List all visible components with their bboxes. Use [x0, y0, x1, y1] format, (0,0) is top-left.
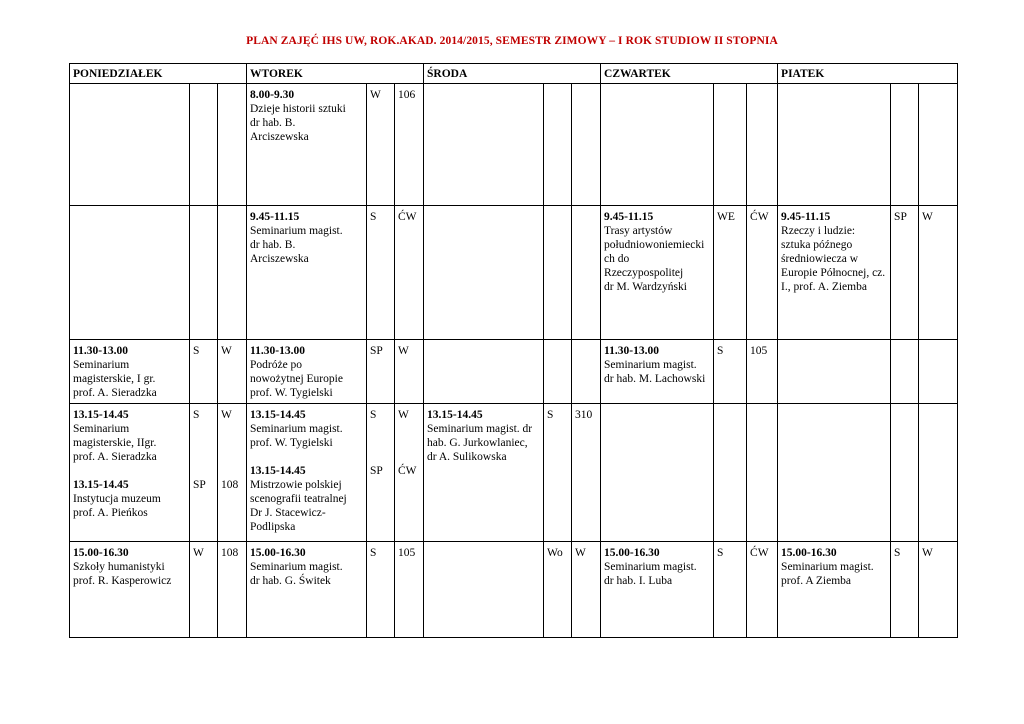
schedule-row: [70, 84, 958, 206]
class-cell-czw: [601, 206, 714, 340]
class-desc-line: magisterskie, IIgr.: [73, 437, 157, 449]
class-type: SP: [370, 345, 383, 357]
class-type: S: [193, 409, 200, 421]
class-room: W: [221, 345, 232, 357]
class-type-cell: [190, 84, 218, 206]
class-type-cell: [891, 404, 919, 542]
class-type-cell: [544, 542, 572, 638]
class-desc-line: południowoniemiecki: [604, 239, 705, 251]
schedule-row: [70, 542, 958, 638]
class-type-cell: [367, 542, 395, 638]
class-room-cell: [395, 542, 424, 638]
class-room: 108: [221, 479, 239, 491]
class-desc-line: prof. W. Tygielski: [250, 437, 333, 449]
class-type-cell: [367, 84, 395, 206]
schedule-table: [69, 63, 958, 638]
class-type: Wo: [547, 547, 563, 559]
class-cell-pon: [70, 206, 190, 340]
class-type-cell: [190, 542, 218, 638]
class-type: WE: [717, 211, 735, 223]
class-room-cell: [919, 404, 958, 542]
class-type-cell: [891, 84, 919, 206]
class-time: 11.30-13.00: [73, 345, 128, 357]
class-type-cell: [891, 206, 919, 340]
class-type: S: [717, 547, 724, 559]
class-cell-wt: [247, 542, 367, 638]
class-time: 11.30-13.00: [604, 345, 659, 357]
class-desc-line: Rzeczy i ludzie:: [781, 225, 856, 237]
class-time: 9.45-11.15: [604, 211, 654, 223]
class-room-cell: [919, 542, 958, 638]
class-desc-line: dr hab. M. Lachowski: [604, 373, 706, 385]
class-type-cell: [544, 404, 572, 542]
schedule-body: [70, 84, 958, 638]
class-time: 15.00-16.30: [781, 547, 837, 559]
class-type-cell: [891, 340, 919, 404]
class-desc-line: dr hab. I. Luba: [604, 575, 673, 587]
class-cell-wt: [247, 404, 367, 542]
class-desc-line: Mistrzowie polskiej: [250, 479, 342, 491]
class-time: 15.00-16.30: [250, 547, 306, 559]
class-room-cell: [218, 404, 247, 542]
day-header-wednesday: ŚRODA: [424, 64, 601, 84]
class-type: SP: [894, 211, 907, 223]
class-room-cell: [395, 404, 424, 542]
class-cell-pon: [70, 340, 190, 404]
class-desc-line: dr M. Wardzyński: [604, 281, 687, 293]
class-room: 106: [398, 89, 416, 101]
class-type: S: [894, 547, 901, 559]
class-type: S: [370, 409, 377, 421]
class-desc-line: Seminarium magist. dr: [427, 423, 533, 435]
class-room-cell: [747, 340, 778, 404]
class-type-cell: [714, 84, 747, 206]
class-room: W: [221, 409, 232, 421]
class-room-cell: [395, 84, 424, 206]
class-room: ĆW: [750, 547, 769, 559]
class-type-cell: [544, 84, 572, 206]
class-room-cell: [218, 340, 247, 404]
class-room-cell: [572, 404, 601, 542]
class-desc-line: nowożytnej Europie: [250, 373, 343, 385]
class-cell-sr: [424, 340, 544, 404]
class-time: 15.00-16.30: [73, 547, 129, 559]
class-room-cell: [395, 340, 424, 404]
class-cell-pt: [778, 404, 891, 542]
class-desc-line: Rzeczypospolitej: [604, 267, 684, 279]
class-type-cell: [190, 404, 218, 542]
class-cell-wt: [247, 84, 367, 206]
class-time: 13.15-14.45: [427, 409, 483, 421]
class-desc-line: Dzieje historii sztuki: [250, 103, 346, 115]
class-room-cell: [747, 84, 778, 206]
class-time: 9.45-11.15: [250, 211, 300, 223]
class-desc-line: Trasy artystów: [604, 225, 673, 237]
class-room-cell: [747, 542, 778, 638]
class-type: SP: [370, 465, 383, 477]
class-type: S: [547, 409, 554, 421]
day-header-thursday: CZWARTEK: [601, 64, 778, 84]
class-time: 8.00-9.30: [250, 89, 295, 101]
class-desc-line: prof. A. Pieńkos: [73, 507, 148, 519]
class-room-cell: [747, 206, 778, 340]
class-type: S: [370, 547, 377, 559]
class-desc-line: dr A. Sulikowska: [427, 451, 507, 463]
class-type-cell: [367, 340, 395, 404]
class-desc-line: Seminarium: [73, 423, 130, 435]
header-row: [70, 64, 958, 84]
class-cell-pon: [70, 84, 190, 206]
class-time: 13.15-14.45: [73, 409, 129, 421]
class-room: 108: [221, 547, 239, 559]
class-cell-wt: [247, 340, 367, 404]
class-desc-line: Podlipska: [250, 521, 296, 533]
class-time: 13.15-14.45: [73, 479, 129, 491]
class-room: ĆW: [398, 465, 417, 477]
class-desc-line: Seminarium magist.: [604, 359, 697, 371]
class-type-cell: [367, 206, 395, 340]
class-room-cell: [218, 84, 247, 206]
class-desc-line: średniowiecza w: [781, 253, 858, 265]
class-room: ĆW: [750, 211, 769, 223]
class-desc-line: prof. A Ziemba: [781, 575, 851, 587]
class-type-cell: [367, 404, 395, 542]
class-desc-line: Seminarium: [73, 359, 130, 371]
class-type: W: [370, 89, 381, 101]
class-room: 310: [575, 409, 593, 421]
class-desc-line: prof. R. Kasperowicz: [73, 575, 172, 587]
class-time: 15.00-16.30: [604, 547, 660, 559]
class-desc-line: Seminarium magist.: [250, 225, 343, 237]
class-cell-pt: [778, 542, 891, 638]
day-header-tuesday: WTOREK: [247, 64, 424, 84]
class-desc-line: dr hab. B.: [250, 117, 296, 129]
class-room: W: [922, 211, 933, 223]
class-room: W: [398, 345, 409, 357]
class-cell-czw: [601, 340, 714, 404]
class-desc-line: Arciszewska: [250, 131, 309, 143]
class-room: W: [575, 547, 586, 559]
class-desc-line: scenografii teatralnej: [250, 493, 347, 505]
class-cell-pt: [778, 206, 891, 340]
class-time: 13.15-14.45: [250, 465, 306, 477]
class-room: ĆW: [398, 211, 417, 223]
class-desc-line: Seminarium magist.: [604, 561, 697, 573]
class-type: S: [370, 211, 377, 223]
class-type-cell: [714, 206, 747, 340]
class-cell-czw: [601, 84, 714, 206]
class-room: 105: [398, 547, 416, 559]
class-cell-pt: [778, 84, 891, 206]
class-type-cell: [544, 206, 572, 340]
page-title: PLAN ZAJĘĆ IHS UW, ROK.AKAD. 2014/2015, SEMESTR ZIMOWY – I ROK STUDIOW II STOPNIA: [246, 35, 778, 47]
class-type: W: [193, 547, 204, 559]
class-type: S: [193, 345, 200, 357]
class-time: 13.15-14.45: [250, 409, 306, 421]
class-type-cell: [714, 340, 747, 404]
class-desc-line: ch do: [604, 253, 630, 265]
class-time: 11.30-13.00: [250, 345, 305, 357]
class-room-cell: [395, 206, 424, 340]
class-desc-line: Instytucja muzeum: [73, 493, 161, 505]
class-room-cell: [919, 84, 958, 206]
class-cell-czw: [601, 404, 714, 542]
class-cell-wt: [247, 206, 367, 340]
class-room-cell: [572, 84, 601, 206]
class-cell-pon: [70, 542, 190, 638]
class-desc-line: prof. A. Sieradzka: [73, 451, 157, 463]
class-room-cell: [218, 206, 247, 340]
class-cell-sr: [424, 84, 544, 206]
class-room: 105: [750, 345, 768, 357]
class-cell-sr: [424, 404, 544, 542]
day-header-monday: PONIEDZIAŁEK: [70, 64, 247, 84]
class-cell-pt: [778, 340, 891, 404]
class-type-cell: [714, 404, 747, 542]
class-desc-line: prof. W. Tygielski: [250, 387, 333, 399]
class-type-cell: [714, 542, 747, 638]
class-cell-sr: [424, 206, 544, 340]
class-type-cell: [544, 340, 572, 404]
day-header-friday: PIATEK: [778, 64, 958, 84]
class-desc-line: Szkoły humanistyki: [73, 561, 165, 573]
class-time: 9.45-11.15: [781, 211, 831, 223]
class-desc-line: Seminarium magist.: [250, 423, 343, 435]
class-desc-line: Seminarium magist.: [781, 561, 874, 573]
class-desc-line: Seminarium magist.: [250, 561, 343, 573]
class-room-cell: [747, 404, 778, 542]
class-desc-line: prof. A. Sieradzka: [73, 387, 157, 399]
schedule-row: [70, 404, 958, 542]
class-cell-pon: [70, 404, 190, 542]
class-type: SP: [193, 479, 206, 491]
schedule-row: [70, 340, 958, 404]
class-desc-line: dr hab. G. Świtek: [250, 575, 331, 587]
class-room-cell: [919, 206, 958, 340]
class-room-cell: [218, 542, 247, 638]
class-type: S: [717, 345, 724, 357]
class-type-cell: [190, 206, 218, 340]
class-desc-line: sztuka późnego: [781, 239, 853, 251]
class-type-cell: [190, 340, 218, 404]
class-desc-line: Europie Północnej, cz.: [781, 267, 886, 279]
class-room-cell: [572, 206, 601, 340]
schedule-row: [70, 206, 958, 340]
class-room-cell: [572, 542, 601, 638]
class-desc-line: dr hab. B.: [250, 239, 296, 251]
class-desc-line: I., prof. A. Ziemba: [781, 281, 867, 293]
class-desc-line: Arciszewska: [250, 253, 309, 265]
class-room: W: [922, 547, 933, 559]
class-desc-line: Dr J. Stacewicz-: [250, 507, 326, 519]
class-room-cell: [919, 340, 958, 404]
class-cell-czw: [601, 542, 714, 638]
class-desc-line: hab. G. Jurkowlaniec,: [427, 437, 528, 449]
class-type-cell: [891, 542, 919, 638]
class-room-cell: [572, 340, 601, 404]
class-desc-line: Podróże po: [250, 359, 303, 371]
class-room: W: [398, 409, 409, 421]
class-desc-line: magisterskie, I gr.: [73, 373, 156, 385]
class-cell-sr: [424, 542, 544, 638]
